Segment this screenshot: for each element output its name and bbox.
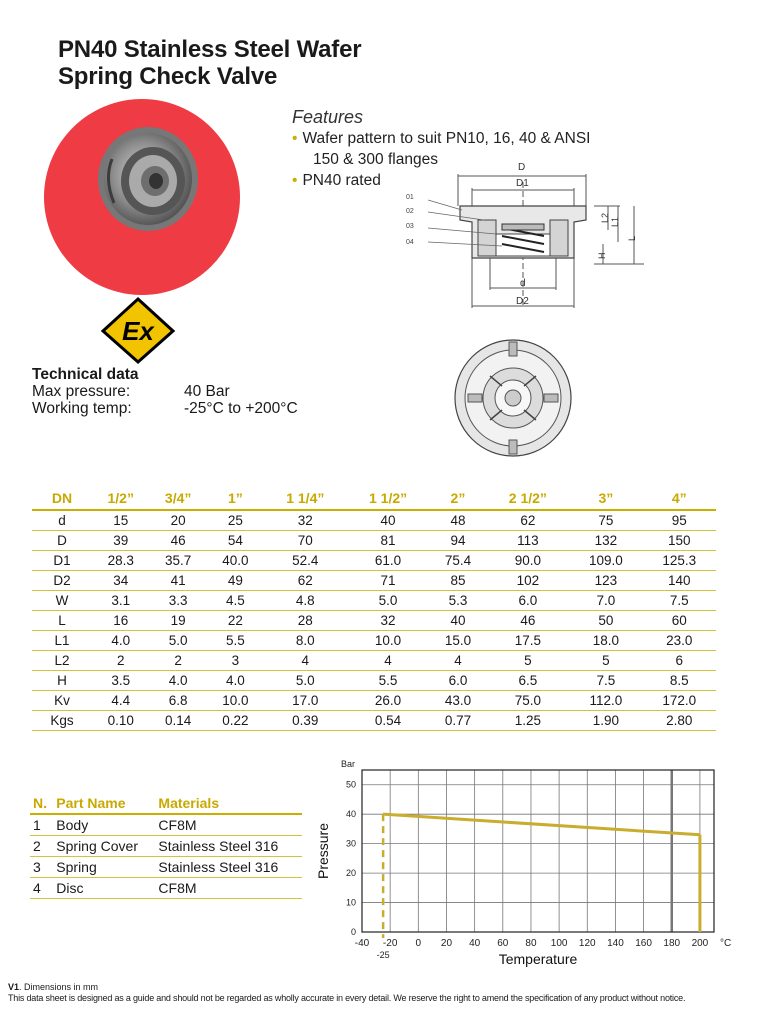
table-cell: d [32,510,92,531]
parts-header-cell: N. [30,793,53,814]
table-row [32,591,716,611]
table-cell: 2 [149,651,206,671]
dimensions-table [32,488,716,731]
svg-text:H: H [597,252,607,259]
table-cell: 3.3 [149,591,206,611]
min-temp-label: -25 [376,950,390,960]
table-cell: 109.0 [569,551,642,571]
table-row [32,510,716,531]
table-cell: 54 [207,531,264,551]
x-unit-label: °C [720,938,732,949]
page-title [58,36,361,90]
table-cell: 26.0 [347,691,430,711]
parts-header-cell: Part Name [53,793,155,814]
table-cell: 8.5 [643,671,716,691]
y-tick-label: 30 [345,838,356,849]
section-drawing [398,158,644,328]
table-cell: 15 [92,510,149,531]
footer-disclaimer: This data sheet is designed as a guide and should not be regarded as wholly accurate in every detail. We reserve the right to amend the specification of any product without notice. [8,993,686,1003]
table-cell: 28 [264,611,347,631]
table-cell: 132 [569,531,642,551]
table-cell: 140 [643,571,716,591]
table-cell: 17.0 [264,691,347,711]
table-cell: 4 [264,651,347,671]
table-cell: 19 [149,611,206,631]
table-cell: 4.0 [207,671,264,691]
parts-header-cell: Materials [155,793,302,814]
table-cell: 22 [207,611,264,631]
dimensions-table-header [32,488,716,510]
table-cell: 81 [347,531,430,551]
feature-item: • Wafer pattern to suit PN10, 16, 40 & ANSI [292,130,591,147]
x-tick-label: 80 [525,938,537,949]
dimensions-header-cell: 2” [429,488,486,510]
features-heading: Features [292,107,364,127]
table-cell: 2 [92,651,149,671]
table-cell: CF8M [155,878,302,899]
dimensions-header-cell: 1/2” [92,488,149,510]
x-tick-label: 140 [607,938,624,949]
table-cell: 0.10 [92,711,149,731]
table-cell: H [32,671,92,691]
table-cell: 0.14 [149,711,206,731]
table-cell: 7.5 [643,591,716,611]
y-tick-label: 10 [345,897,356,908]
x-tick-label: -20 [382,938,398,949]
table-cell: 1.90 [569,711,642,731]
table-cell: Stainless Steel 316 [155,857,302,878]
table-row [30,836,302,857]
table-cell: 2 [30,836,53,857]
table-cell: 112.0 [569,691,642,711]
table-cell: 4.0 [149,671,206,691]
table-cell: 5.0 [347,591,430,611]
svg-text:01: 01 [406,194,414,201]
table-cell: 10.0 [207,691,264,711]
table-cell: D [32,531,92,551]
svg-text:D: D [518,162,526,173]
dimensions-header-cell: 3/4” [149,488,206,510]
table-cell: 1 [30,814,53,836]
table-cell: 6 [643,651,716,671]
feature-item: • PN40 rated [292,172,381,189]
table-cell: 90.0 [486,551,569,571]
table-cell: Body [53,814,155,836]
table-cell: 25 [207,510,264,531]
table-cell: 4.5 [207,591,264,611]
feature-item: 150 & 300 flanges [313,151,438,168]
tech-label: Working temp: [32,400,132,417]
table-cell: 3 [30,857,53,878]
table-cell: 28.3 [92,551,149,571]
table-cell: L [32,611,92,631]
table-cell: 7.5 [569,671,642,691]
table-cell: 61.0 [347,551,430,571]
table-cell: D1 [32,551,92,571]
x-tick-label: 200 [691,938,709,949]
table-cell: 75 [569,510,642,531]
dimensions-header-cell: 1 1/2” [347,488,430,510]
table-cell: 5.0 [264,671,347,691]
footer-dims-note: V1. Dimensions in mm [8,982,99,992]
table-row [32,651,716,671]
table-cell: Stainless Steel 316 [155,836,302,857]
table-cell: 32 [347,611,430,631]
x-axis-title: Temperature [498,951,578,967]
table-cell: 0.22 [207,711,264,731]
table-cell: 3 [207,651,264,671]
table-cell: 5.3 [429,591,486,611]
x-tick-label: 60 [497,938,509,949]
svg-text:L: L [627,235,637,241]
table-cell: 123 [569,571,642,591]
table-row [32,711,716,731]
tech-row-max-pressure [32,383,230,401]
table-cell: 4.0 [92,631,149,651]
table-cell: 39 [92,531,149,551]
y-tick-label: 40 [345,809,356,820]
svg-text:D2: D2 [516,296,529,307]
table-cell: 5.0 [149,631,206,651]
table-cell: 32 [264,510,347,531]
table-cell: Spring Cover [53,836,155,857]
dimensions-header-cell: 2 1/2” [486,488,569,510]
svg-text:L1: L1 [610,216,620,227]
table-cell: 20 [149,510,206,531]
table-cell: 16 [92,611,149,631]
table-cell: 4 [347,651,430,671]
table-cell: Spring [53,857,155,878]
table-cell: 62 [264,571,347,591]
table-cell: 40 [347,510,430,531]
table-cell: 113 [486,531,569,551]
table-cell: 49 [207,571,264,591]
pressure-temperature-chart [310,758,730,972]
table-row [30,878,302,899]
title-line-1: PN40 Stainless Steel Wafer [58,36,362,63]
table-cell: 3.1 [92,591,149,611]
table-cell: 23.0 [643,631,716,651]
front-view-drawing [452,336,574,460]
technical-data-heading: Technical data [32,366,139,383]
table-row [32,551,716,571]
x-tick-label: 100 [550,938,568,949]
atex-ex-icon [100,296,176,364]
table-cell: Kgs [32,711,92,731]
ex-mark-text: Ex [122,316,154,346]
table-cell: 46 [486,611,569,631]
table-cell: 102 [486,571,569,591]
table-cell: 75.0 [486,691,569,711]
table-cell: 1.25 [486,711,569,731]
table-cell: 85 [429,571,486,591]
table-cell: 15.0 [429,631,486,651]
table-cell: CF8M [155,814,302,836]
dimensions-header-cell: 4” [643,488,716,510]
table-cell: 62 [486,510,569,531]
table-cell: 6.8 [149,691,206,711]
svg-text:L2: L2 [600,212,610,223]
y-tick-label: 50 [345,779,356,790]
tech-label: Max pressure: [32,383,131,400]
table-cell: D2 [32,571,92,591]
dimensions-header-cell: DN [32,488,92,510]
table-cell: 48 [429,510,486,531]
table-cell: 0.39 [264,711,347,731]
table-cell: 40 [429,611,486,631]
dimensions-header-cell: 1 1/4” [264,488,347,510]
table-cell: 40.0 [207,551,264,571]
y-unit-label: Bar [340,759,356,769]
table-cell: 5.5 [207,631,264,651]
table-cell: 52.4 [264,551,347,571]
table-row [32,691,716,711]
tech-row-working-temp [32,400,298,418]
table-cell: 6.0 [486,591,569,611]
parts-table-header [30,793,302,814]
table-cell: 18.0 [569,631,642,651]
table-cell: 125.3 [643,551,716,571]
table-cell: 4 [30,878,53,899]
table-cell: L1 [32,631,92,651]
table-row [32,571,716,591]
table-cell: Disc [53,878,155,899]
table-cell: 46 [149,531,206,551]
plot-frame [362,770,714,932]
table-cell: 7.0 [569,591,642,611]
x-tick-label: -40 [354,938,370,949]
table-cell: L2 [32,651,92,671]
table-cell: 17.5 [486,631,569,651]
table-cell: 6.5 [486,671,569,691]
table-cell: 10.0 [347,631,430,651]
table-row [32,671,716,691]
x-tick-label: 0 [415,938,422,949]
svg-text:D1: D1 [516,178,529,189]
table-cell: 34 [92,571,149,591]
y-tick-label: 0 [350,927,356,937]
table-cell: 172.0 [643,691,716,711]
table-cell: 60 [643,611,716,631]
x-tick-label: 160 [635,938,652,949]
table-cell: 0.54 [347,711,430,731]
y-axis-title: Pressure [315,822,331,880]
dimensions-header-cell: 1” [207,488,264,510]
title-line-2: Spring Check Valve [58,63,278,90]
table-cell: W [32,591,92,611]
svg-text:02: 02 [406,208,414,215]
svg-text:03: 03 [406,223,414,230]
table-row [32,531,716,551]
table-cell: 43.0 [429,691,486,711]
table-cell: 95 [643,510,716,531]
table-cell: 2.80 [643,711,716,731]
x-tick-label: 120 [578,938,596,949]
table-cell: 4 [429,651,486,671]
x-tick-label: 180 [663,938,681,949]
table-row [30,857,302,878]
svg-text:d: d [520,278,526,289]
parts-table [30,793,302,899]
table-cell: 50 [569,611,642,631]
table-cell: 4.8 [264,591,347,611]
table-cell: 8.0 [264,631,347,651]
x-tick-label: 40 [469,938,481,949]
table-cell: 5.5 [347,671,430,691]
table-cell: 71 [347,571,430,591]
table-cell: 5 [569,651,642,671]
dimensions-header-cell: 3” [569,488,642,510]
tech-value: -25°C to +200°C [184,400,298,417]
table-cell: 4.4 [92,691,149,711]
table-cell: 70 [264,531,347,551]
product-photo [40,99,244,295]
table-row [32,611,716,631]
table-cell: Kv [32,691,92,711]
x-tick-label: 20 [440,938,453,949]
table-row [32,631,716,651]
table-cell: 41 [149,571,206,591]
pressure-series-line [383,814,700,835]
table-cell: 150 [643,531,716,551]
svg-text:04: 04 [406,239,414,246]
tech-value: 40 Bar [184,383,230,400]
table-cell: 3.5 [92,671,149,691]
table-cell: 5 [486,651,569,671]
table-row [30,814,302,836]
table-cell: 6.0 [429,671,486,691]
table-cell: 0.77 [429,711,486,731]
y-tick-label: 20 [345,868,356,879]
table-cell: 35.7 [149,551,206,571]
table-cell: 94 [429,531,486,551]
table-cell: 75.4 [429,551,486,571]
